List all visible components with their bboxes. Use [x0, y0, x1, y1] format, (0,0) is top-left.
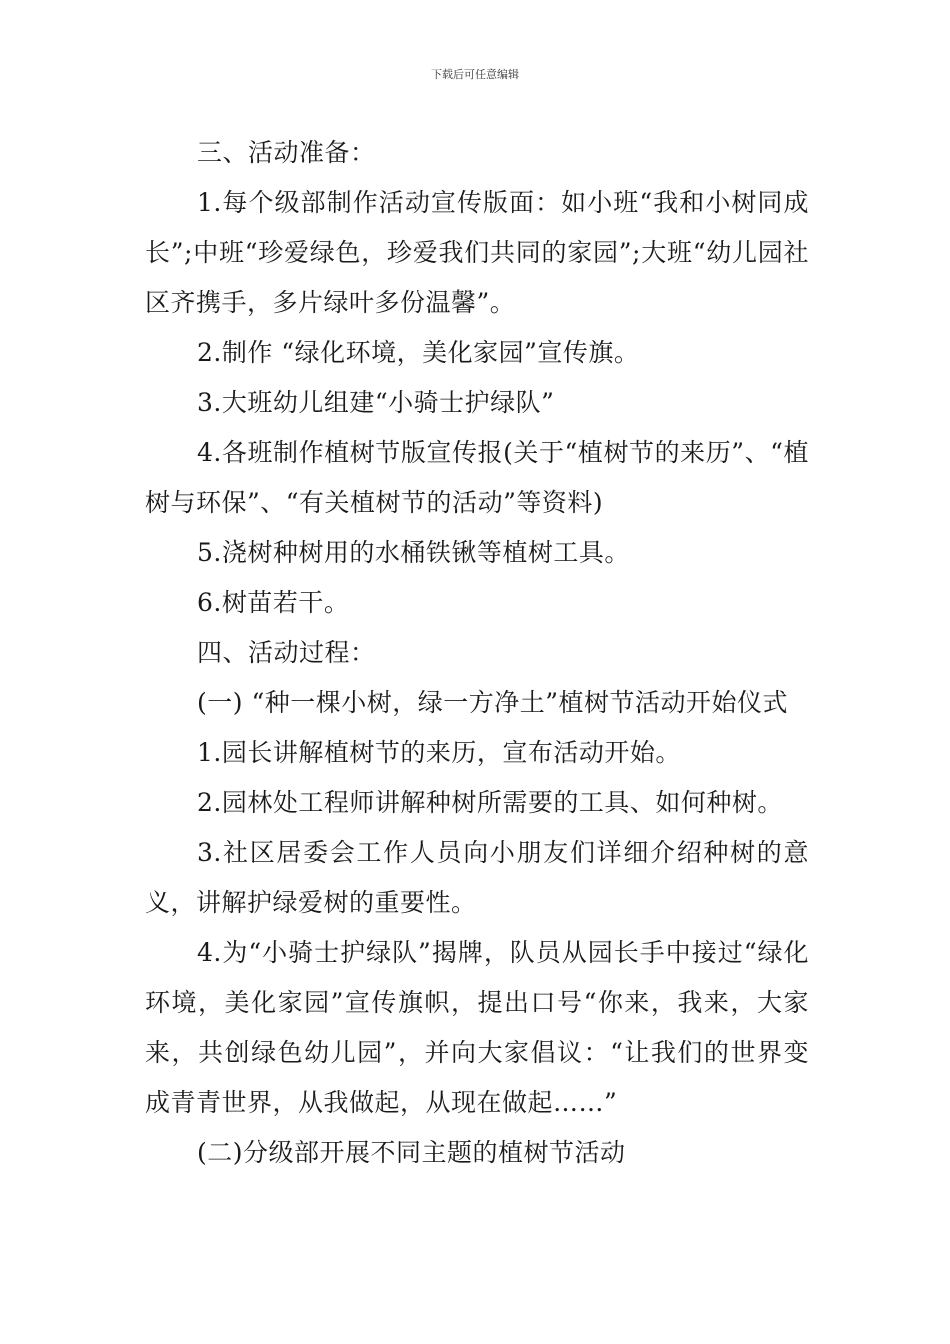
subsection-heading-ceremony: (一) “种一棵小树，绿一方净土”植树节活动开始仪式: [197, 688, 789, 717]
section-heading-preparation: 三、活动准备：: [197, 138, 376, 167]
paragraph-step-3: 3.社区居委会工作人员向小朋友们详细介绍种树的意义，讲解护绿爱树的重要性。: [145, 838, 809, 917]
paragraph-item-6: 6.树苗若干。: [197, 588, 350, 617]
subsection-heading-grade-activities: (二)分级部开展不同主题的植树节活动: [197, 1138, 626, 1167]
header-note: 下载后可任意编辑: [431, 68, 519, 81]
paragraph-item-3: 3.大班幼儿组建“小骑士护绿队”: [197, 388, 555, 417]
document-body: [145, 128, 809, 1178]
paragraph-item-2: 2.制作 “绿化环境，美化家园”宣传旗。: [197, 338, 640, 367]
paragraph-step-2: 2.园林处工程师讲解种树所需要的工具、如何种树。: [197, 788, 783, 817]
paragraph-item-5: 5.浇树种树用的水桶铁锹等植树工具。: [197, 538, 630, 567]
paragraph-step-4: 4.为“小骑士护绿队”揭牌，队员从园长手中接过“绿化环境，美化家园”宣传旗帜，提出口号“你来，我来，大家来，共创绿色幼儿园”，并向大家倡议：“让我们的世界变成青青世界，从我做起，从现在做起……”: [145, 938, 809, 1117]
paragraph-step-1: 1.园长讲解植树节的来历，宣布活动开始。: [197, 738, 681, 767]
paragraph-item-4: 4.各班制作植树节版宣传报(关于“植树节的来历”、“植树与环保”、“有关植树节的活动”等资料): [145, 438, 809, 517]
section-heading-process: 四、活动过程：: [197, 638, 376, 667]
paragraph-item-1: 1.每个级部制作活动宣传版面：如小班“我和小树同成长”;中班“珍爱绿色，珍爱我们共同的家园”;大班“幼儿园社区齐携手，多片绿叶多份温馨”。: [145, 188, 809, 317]
